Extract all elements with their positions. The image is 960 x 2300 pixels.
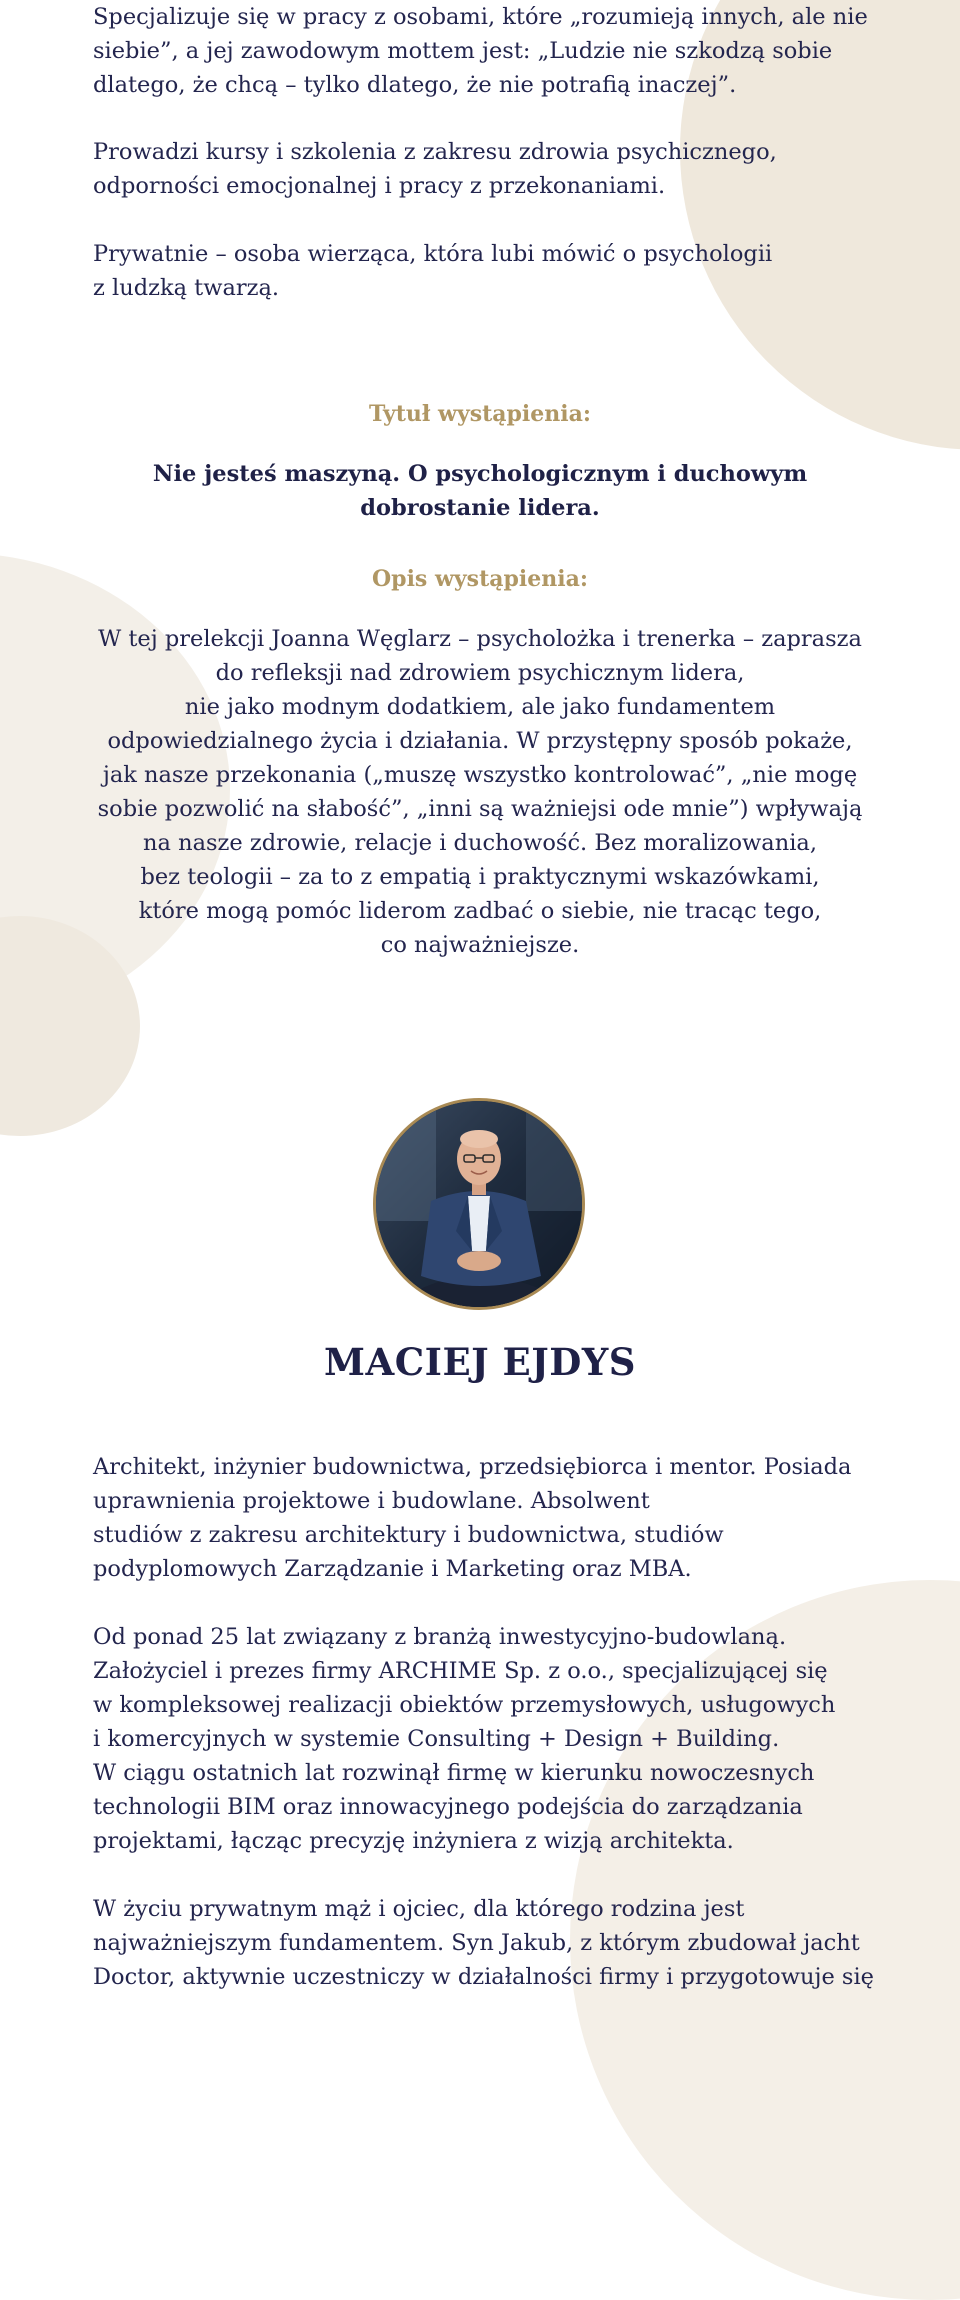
talk-description-label: Opis wystąpienia: [372,566,588,592]
speaker2-avatar [373,1098,585,1310]
speaker2-name: MACIEJ EJDYS [324,1340,636,1384]
talk-title: Nie jesteś maszyną. O psychologicznym i duchowym dobrostanie lidera. [152,461,808,521]
speaker-portrait-image [376,1101,582,1307]
speaker1-bio-paragraph-1: Specjalizuje się w pracy z osobami, które „rozumieją innych, ale nie siebie”, a jej zawodowym mottem jest: „Ludzie nie szkodzą sobie dlatego, że chcą – tylko dlatego, że nie potrafią inaczej”. [93,4,868,98]
speaker1-bio-paragraph-2: Prowadzi kursy i szkolenia z zakresu zdrowia psychicznego, odporności emocjonalnej i pracy z przekonaniami. [93,139,777,199]
speaker2-bio-paragraph-1: Architekt, inżynier budownictwa, przedsiębiorca i mentor. Posiada uprawnienia projektowe i budowlane. Absolwent studiów z zakresu architektury i budownictwa, studiów podyplomowych Zarządzanie i Marketing oraz MBA. [93,1454,852,1582]
speaker2-bio-paragraph-2: Od ponad 25 lat związany z branżą inwestycyjno-budowlaną. Założyciel i prezes firmy ARCHIME Sp. z o.o., specjalizującej się w kompleksowej realizacji obiektów przemysłowych, usługowych i komercyjnych w systemie Consulting + Design + Building. W ciągu ostatnich lat rozwinął firmę w kierunku nowoczesnych technologii BIM oraz innowacyjnego podejścia do zarządzania projektami, łącząc precyzję inżyniera z wizją architekta. [93,1624,836,1854]
talk-description: W tej prelekcji Joanna Węglarz – psycholożka i trenerka – zaprasza do refleksji nad zdrowiem psychicznym lidera, nie jako modnym dodatkiem, ale jako fundamentem odpowiedzialnego życia i działania. W przystępny sposób pokaże, jak nasze przekonania („muszę wszystko kontrolować”, „nie mogę sobie pozwolić na słabość”, „inni są ważniejsi ode mnie”) wpływają na nasze zdrowie, relacje i duchowość. Bez moralizowania, bez teologii – za to z empatią i praktycznymi wskazówkami, które mogą pomóc liderom zadbać o siebie, nie tracąc tego, co najważniejsze. [97,626,863,958]
speaker1-bio-paragraph-3: Prywatnie – osoba wierząca, która lubi mówić o psychologii z ludzką twarzą. [93,241,773,301]
talk-title-label: Tytuł wystąpienia: [368,401,591,427]
speaker2-bio-paragraph-3: W życiu prywatnym mąż i ojciec, dla którego rodzina jest najważniejszym fundamentem. Syn Jakub, z którym zbudował jacht Doctor, aktywnie uczestniczy w działalności firmy i przygotowuje się [93,1896,874,1990]
